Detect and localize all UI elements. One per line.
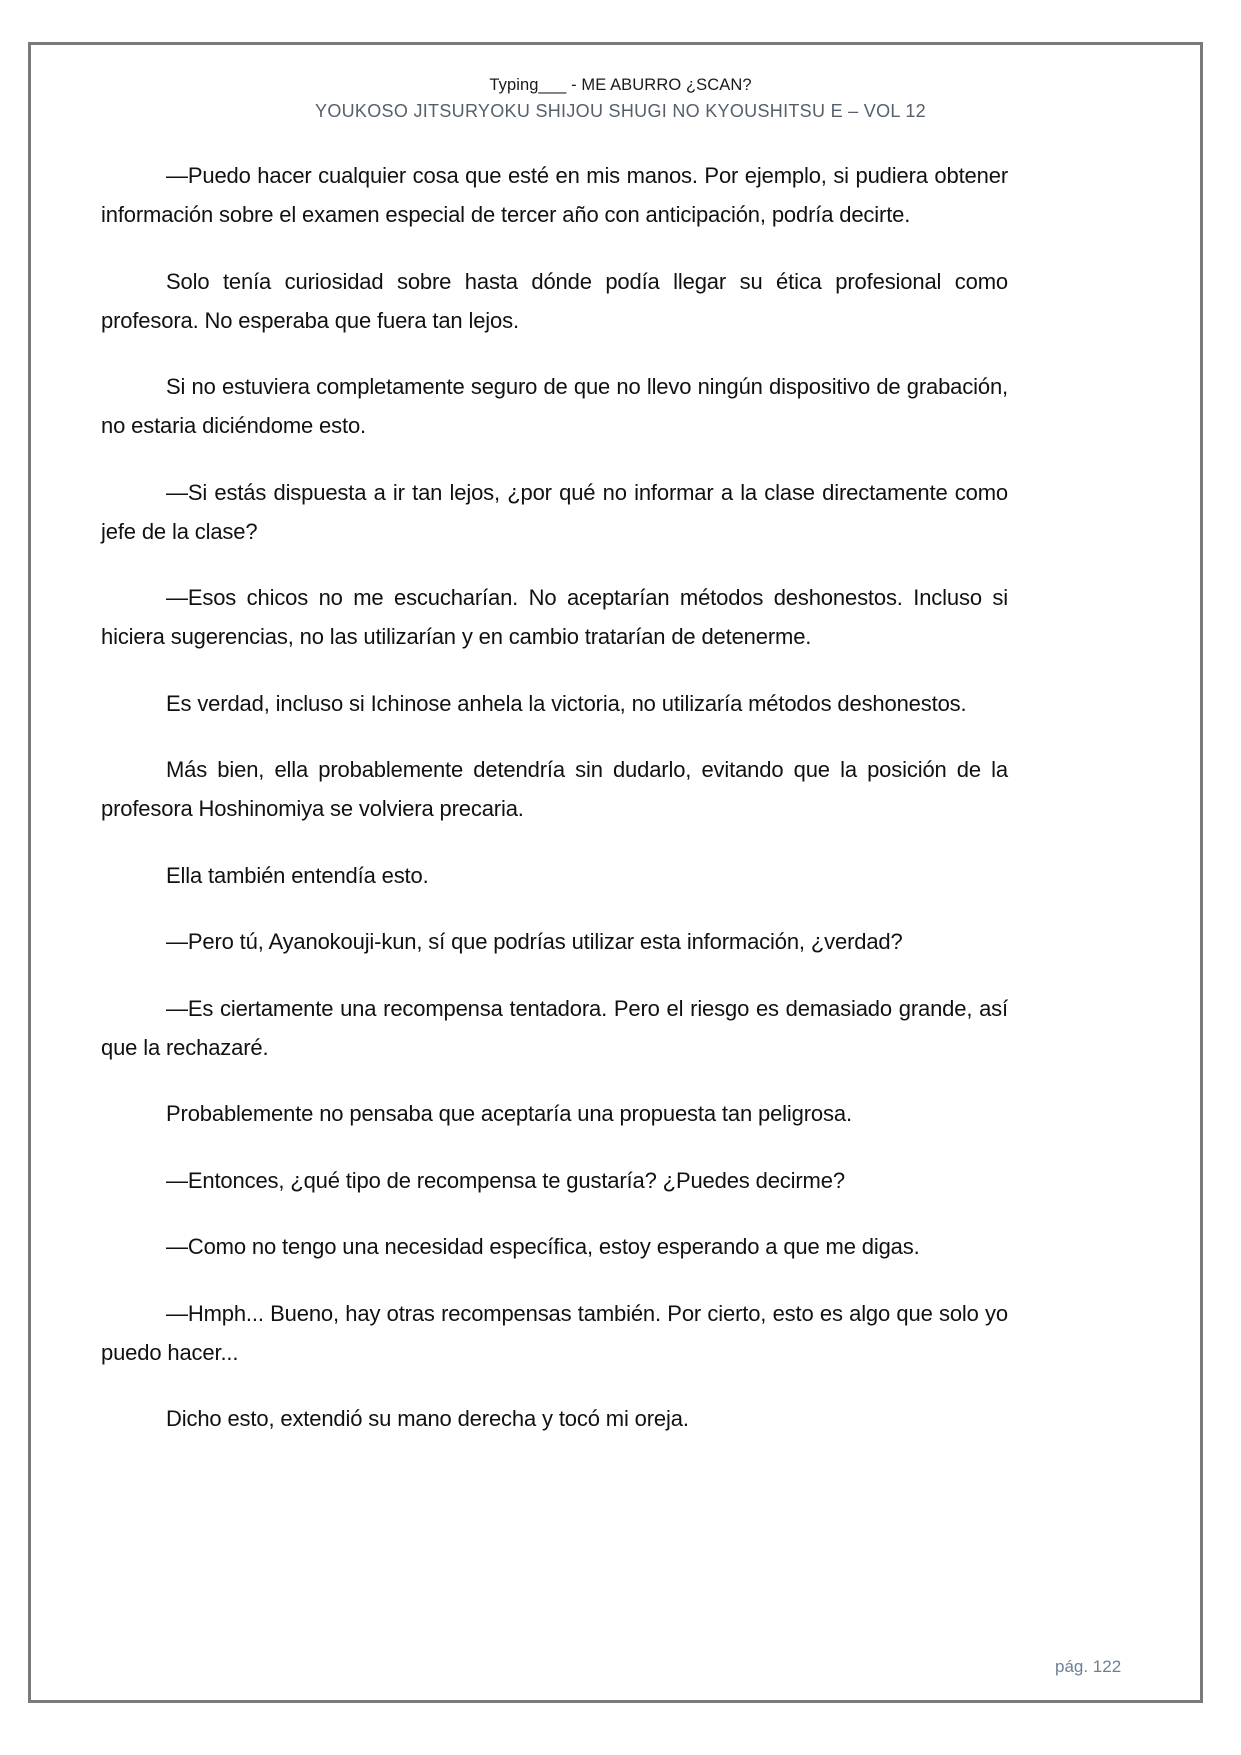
- paragraph: —Como no tengo una necesidad específica, estoy esperando a que me digas.: [166, 1234, 920, 1259]
- paragraph: —Si estás dispuesta a ir tan lejos, ¿por qué no informar a la clase directamente como jefe de la clase?: [101, 479, 1008, 544]
- paragraph: Probablemente no pensaba que aceptaría una propuesta tan peligrosa.: [166, 1101, 852, 1126]
- page-number: pág. 122: [1055, 1657, 1122, 1676]
- paragraph: Es verdad, incluso si Ichinose anhela la victoria, no utilizaría métodos deshonestos.: [166, 690, 967, 716]
- header-book-title: YOUKOSO JITSURYOKU SHIJOU SHUGI NO KYOUSHITSU E – VOL 12: [315, 101, 926, 121]
- page-body: [101, 156, 1008, 1466]
- paragraph: —Pero tú, Ayanokouji-kun, sí que podrías utilizar esta información, ¿verdad?: [166, 929, 903, 954]
- paragraph: Solo tenía curiosidad sobre hasta dónde podía llegar su ética profesional como profesora. No esperaba que fuera tan lejos.: [101, 268, 1008, 333]
- paragraph: Más bien, ella probablemente detendría sin dudarlo, evitando que la posición de la profesora Hoshinomiya se volviera precaria.: [101, 757, 1008, 821]
- paragraph: Ella también entendía esto.: [166, 862, 429, 888]
- paragraph: Dicho esto, extendió su mano derecha y tocó mi oreja.: [166, 1406, 689, 1431]
- paragraph: —Es ciertamente una recompensa tentadora. Pero el riesgo es demasiado grande, así que la rechazaré.: [101, 995, 1008, 1060]
- paragraph: —Puedo hacer cualquier cosa que esté en mis manos. Por ejemplo, si pudiera obtener información sobre el examen especial de tercer año con anticipación, podría decirte.: [101, 163, 1008, 227]
- paragraph: —Entonces, ¿qué tipo de recompensa te gustaría? ¿Puedes decirme?: [166, 1167, 845, 1193]
- paragraph: —Hmph... Bueno, hay otras recompensas también. Por cierto, esto es algo que solo yo puedo hacer...: [101, 1300, 1008, 1365]
- paragraph: Si no estuviera completamente seguro de que no llevo ningún dispositivo de grabación, no estaria diciéndome esto.: [101, 374, 1008, 438]
- paragraph: —Esos chicos no me escucharían. No aceptarían métodos deshonestos. Incluso si hiciera sugerencias, no las utilizarían y en cambio tratarían de detenerme.: [101, 585, 1008, 649]
- header-credit-line: Typing___ - ME ABURRO ¿SCAN?: [489, 76, 752, 94]
